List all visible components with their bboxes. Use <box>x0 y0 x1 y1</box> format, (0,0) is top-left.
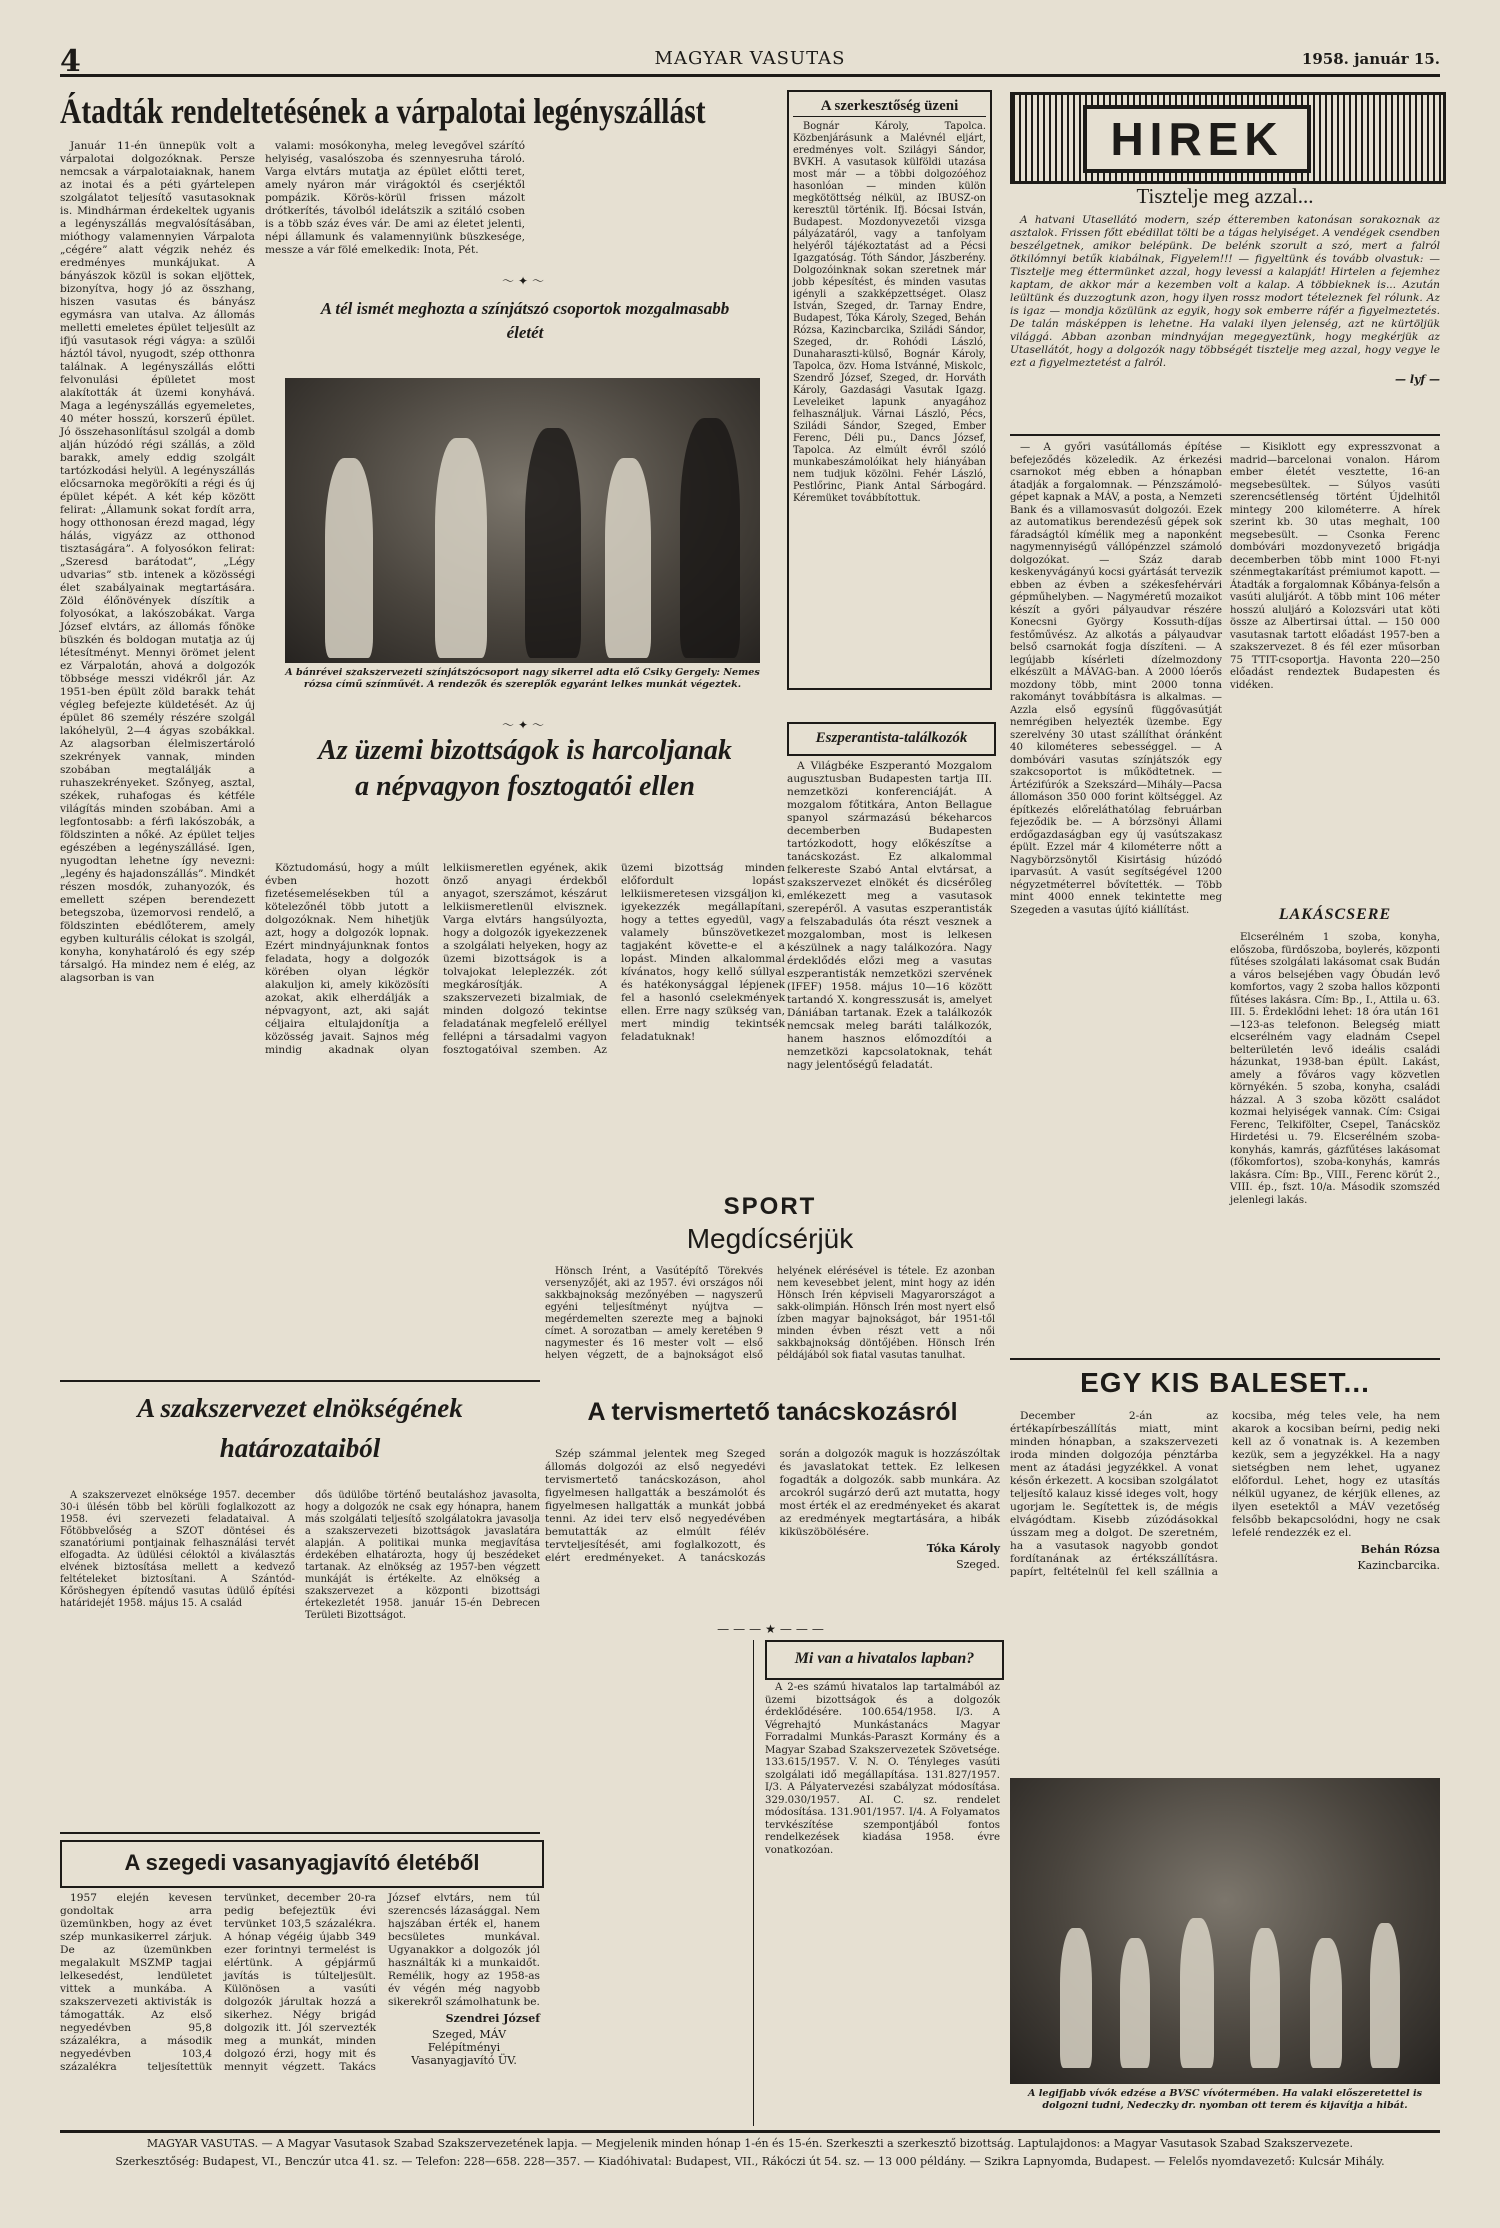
eszperanto-body: A Világbéke Eszperantó Mozgalom augusztusban Budapesten tartja III. nemzetközi konferenciáját. A mozgalom főtitkára, Anton Bellague spanyol származású békeharcos decemberben Budapesten tartózkodott, hogy előkészítse a tanácskozást. Ez alkalommal felkereste Szabó Antal elvtársat, a szakszervezet elnökét és dicsérőleg emlékezett meg a vasutasok szerepéről. A vasutas eszperantisták a felszabadulás óta részt vesznek a mozgalomban, most is lelkesen készülnek a nagy találkozóra. Nagy érdeklődés előzi meg a vasutas eszperantisták nemzetközi szervének (IFEF) 1958. május 10—16 között tartandó X. kongresszusát is, amelyet Dániában tartanak. Ezek a találkozók nemcsak meleg baráti találkozók, hanem hasznos előmozdítói a nemzetközi kapcsolatoknak, tehát nagy jelentőségű feladatát. <box>787 760 992 1071</box>
masthead <box>60 44 1440 77</box>
terv-body: Szép számmal jelentek meg Szeged állomás dolgozói az első negyedévi tervismertető tanácskozáson, ahol figyelmesen hallgatták a beszámolót és figyelmesen hallgatták a munkát jobbá tenni. Az idei terv első negyedévében bemutatták az elmúlt félév tervteljesítését, ami foglalkozott, és elért eredményeket. A tanácskozás során a dolgozók maguk is hozzászóltak és javaslatokat tettek. Ez lelkesen fogadták a dolgozók. sabb munkára. Az arcokról sugárzó derű azt mutatta, hogy most érték el az eredményeket és akarat az eredmények megtartására, a hibák kiküszöbölésére. Tóka Károly Szeged. <box>545 1448 1000 1571</box>
fencing-caption: A legifjabb vívók edzése a BVSC vívótermében. Ha valaki előszeretettel is dolgozni tudni, Nedeczky dr. nyomban ott terem és kijavítja a hibát. <box>1027 2088 1423 2111</box>
presidium-headline: A szakszervezet elnökségének határozataiból <box>137 1393 463 1463</box>
accident-body: December 2-án az értékapírbeszállítás miatt, mint minden hónapban, a szakszervezeti iroda minden dolgozója pénztárba ment az átadási jegyzékkel. A vonat későn érkezett. A kocsiban szolgálatot teljesítő kalauz kissé ideges volt, hogy ugorjam le. Segítettek is, de mégis elvágódtam. Kisebb zúzódásokkal ússzam meg a dolgot. De szeretném, ha a vasutasok nagyobb gondot fordítanának az értékszállításra. papírt, feltételnül fel kell szállnia a kocsiba, még teles vele, ha nem akarok a kocsiban beírni, pedig neki kell az ő vonatnak is. A kezemben kezük, sem a jegyzékkel. Ha a nagy sietségben nem lehet, ugyanez előfordul. Lehet, hogy ez utasítás nélkül ugyanez, de kérjük ellenes, az ilyen esetektől a MÁV vezetőség felsőbb bekapcsolódni, hogy ne csak lefelé rendezzék ez el. Behán Rózsa Kazincbarcika. <box>1010 1410 1440 1578</box>
footer: MAGYAR VASUTAS. — A Magyar Vasutasok Szabad Szakszervezetének lapja. — Megjelenik minden hónap 1-én és 15-én. Szerkeszti a szerkesztő bizottság. Laptulajdonos: a Magyar Vasutasok Szabad Szakszervezete. Szerkesztőség: Budapest, VI., Benczúr utca 41. sz. — Telefon: 228—658. 228—357. — Kiadóhivatal: Budapest, VII., Rákóczi út 54. sz. — 13 000 példány. — Szikra Lapnyomda, Budapest. — Felelős nyomdavezető: Kulcsár Mihály. <box>60 2130 1440 2169</box>
hivatal-body: A 2-es számú hivatalos lap tartalmából az üzemi bizottságok és a dolgozók érdeklődésére. 100.654/1958. I/3. A Végrehajtó Munkástanács Magyar Forradalmi Munkás-Paraszt Kormány és a Magyar Szabad Szakszervezetek Szövetsége. 133.615/1957. V. N. O. Tényleges vasúti szolgálati idő megállapítása. 131.827/1957. I/3. A Pályatervezési szabályzat módosítása. 329.030/1957. AI. C. sz. rendelet módosítása. 131.901/1957. I/4. A Folyamatos tervkészítése szempontjából fontos rendelkezések kiadása 1958. évre vonatkozóan. <box>765 1682 1000 1856</box>
fencing-photo <box>1010 1778 1440 2084</box>
art1-continuation: valami: mosókonyha, meleg levegővel szárító helyiség, vasalószoba és szennyesruha tároló. Varga elvtárs mutatja az épület előtti teret, amely nyáron már virágoktól és cserjéktől pompázik. Körös-körül frissen mázolt drótkerítés, távolból idelátszik a szitáló csoben is a több száz éves vár. De ami az életet jelenti, népi államunk és valamennyiünk büszkesége, messze a vár fölé emelkedik: Inota, Pét. <box>265 140 525 256</box>
theatre-caption: A bánrévei szakszervezeti színjátszócsoport nagy sikerrel adta elő Csiky Gergely: Nemes rózsa című színművét. A rendezők és szereplők egyaránt lelkes munkát végeztek. <box>285 667 760 690</box>
szeged-body: 1957 elején kevesen gondoltak arra üzemünkben, hogy az évet szép munkasikerrel zárjuk. De az üzemünkben megalakult MSZMP tagjai lelkesedést, lendületet vittek a munkába. A szakszervezeti aktivisták is támogatták. Az első negyedévben 95,8 százalékra, a második negyedévben 103,4 százalékra teljesítettük tervünket, december 20-ra pedig befejeztük évi tervünket 103,5 százalékra. A hónap végéig újabb 349 ezer forintnyi termelést is elértünk. A gépjármű javítás is túlteljesült. Különösen a vasúti dolgozók járultak hozzá a sikerhez. Négy brigád dolgozik itt. Jól szervezték meg a munkát, minden dolgozó érzi, hogy mit és mennyit végzett. Takács József elvtárs, nem túl szerencsés lázasággal. Nem hajszában érték el, hanem becsületes munkával. Ugyanakkor a dolgozók jól használták ki a munkaidőt. Remélik, hogy az 1958-as év végén még nagyobb sikerekről számolhatunk be. Szendrei József Szeged, MÁV Felépítményi Vasanyagjavító ÜV. <box>60 1892 540 2073</box>
hirek-logo: HIREK <box>1010 92 1446 184</box>
news-right: — Kisiklott egy expresszvonat a madrid—barcelonai vonalon. Három ember életét vesztette, 16-an megsebesültek. — Súlyos vasúti szerencsétlenség történt Újdelhitől mintegy 200 kilométerre. A hírek szerint kb. 30 utas meghalt, 100 megsebesült. — Csonka Ferenc dombóvári mozdonyvezető brigádja decemberben több mint 1000 Ft-nyi szénmegtakarítást prémiumot kapott. — Átadták a forgalomnak Kőbánya-felsőn a vasúti aluljárót. A több mint 106 méter hosszú aluljáró a Kolozsvári utat köti össze az Albertirsai úttal. — 150 000 vasutasnak tartott előadást 1957-ben a szakszervezet. 8 és fél ezer műsorban 75 TTIT-csoportja. Havonta 220—250 előadást rendeztek Budapesten és vidéken. <box>1230 442 1440 691</box>
art1-headline: Átadták rendeltetésének a várpalotai legényszállást <box>60 91 706 131</box>
presidium-body-b: dős üdülőbe történő beutaláshoz javasolta, hogy a dolgozók ne csak egy hónapra, hanem más szolgálati teljesítő szolgálatokra javasolja a szakszervezeti bizottságok javaslatára alapján. A politikai munka megjavítása érdekében elhatározta, hogy új beszédeket tartanak. Az elnökség az 1957-ben végzett munkáját is értékelte. Az elnökség a szakszervezet a központi bizottsági értekezletét 1958. január 15-én Debrecen Területi Bizottságot. <box>305 1490 540 1621</box>
ornament-star: ———★——— <box>717 1622 828 1636</box>
terv-headline: A tervismertető tanácskozásról <box>587 1398 958 1426</box>
lakascsere-body: Elcserélném 1 szoba, konyha, előszoba, fürdőszoba, boylerés, központi fűtéses szolgálati lakásomat csak Budán a város belsejében vagy Óbudán levő komfortos, vagy 2 szoba hallos központi fűtéses lakásra. Cím: Bp., I., Attila u. 63. III. 5. Érdeklődni lehet: 18 óra után 161—123-as telefonon. Belegség miatt elcserélném vagy eladnám Csepel belterületén levő ideális családi házunkat, 1938-ban épült. Lakást, amely a főváros vagy közvetlen környékén. 5 szoba, konyha, családi házzal. A 3 szoba között családot kozmai helyiségek vannak. Cím: Csigai Ferenc, Telkifölter, Csepel, Tanácsköz Hirdetési u. 79. Elcserélném szoba-konyhás, kamrás, gázfűtéses lakásomat (főkomfortos), szoba-konyhás, kamrás lakásra. Cím: Bp., VIII., Ferenc körút 2., VIII. ép., fszt. 10/a. Második szomszéd jelenlegi lakás. <box>1230 932 1440 1206</box>
hivatal-headline-box: Mi van a hivatalos lapban? <box>765 1640 1004 1680</box>
presidium-body-a: A szakszervezet elnöksége 1957. december 30-i ülésén több bel körüli foglalkozott az 1958. évi szervezeti feladataival. A Főtöbbvelőség a SZOT döntései és szanatóriumi pontjainak felhasználási tervét elfogadta. Az üdülési céloktól a kiválasztás elvének biztosítása mellett a kedvező feltételeket biztosítani. A Szántód-Kőröshegyen építendő vasutas üdülő építési határidejét 1958. május 15. A család <box>60 1490 295 1609</box>
art1-body: Január 11-én ünnepük volt a várpalotai dolgozóknak. Persze nemcsak a várpalotaiaknak, hanem az inotai és a péti gyártelepen szolgálatot teljesítő vasutasoknak is. Mindhárman érdekeltek ugyanis a legényszállás megvalósításában, mióthogy valamennyien Várpalota „cégére” alatt végzik nehéz és eredményes munkájukat. A bányászok közül is sokan eljöttek, bizonyítva, hogy jó az összhang, hiszen vasutas és bányász egymásra van utalva. Az állomás melletti emeletes épület teljesült az ifjú vasutasok régi vágya: a szülői háztól távol, nyugodt, szép otthonra találnak. A legényszállás előtti felvonulási épületet most alakították át üzemi konyhává. Maga a legényszállás egyemeletes, 40 méter hosszú, korszerű épület. Jó összehasonlításul szolgál a domb alján húzódó régi szállás, a zöld barakk, amely eddig szolgált tartózkodási helyül. A legényszállás előcsarnoka megörökíti a régi és új épület képét. A két kép között felirat: „Államunk sokat fordít arra, hogy otthonosan érezd magad, légy hálás, vigyázz az otthonod tisztaságára”. A folyosókon felirat: „Szeresd barátodat”, „Légy udvarias” stb. intenek a közösségi élet szabályainak megtartására. Zöld élőnövények díszítik a folyosókat, a lakószobákat. Varga József elvtárs, az állomás főnöke büszkén és boldogan mutatja az új létesítményt. Mennyi örömet jelent ez Várpalotán, ahová a dolgozók többsége messzi vidékről jár. Az 1951-ben épült zöld barakk tehát végleg befejezte küldetését. Az új épület 86 személy részére szolgál lakóhelyül, 2—4 ágyas szobákkal. Az alagsorban élelmiszertároló szekrények vannak, minden szobában megtalálják a ruhaszekrényeket. Szőnyeg, asztal, székek, ruhafogas és kétféle világítás minden szobában. Ami a legfontosabb: a férfi lakószobák, a földszinten a nőké. Az épület teljes egészében a legényszállásé. Igen, nyugodtan lehetne így nevezni: „legény és hajadonszállás”. Mindkét részen mosdók, zuhanyozók, és emellett szépen berendezett betegszoba, üzemorvosi rendelő, a földszinten ebédlőterem, amely egyben kulturális célokat is szolgál, konyha, konyhatároló és egy szép társalgó. Ha mindez nem é elég, az alagsorban is van <box>60 140 255 984</box>
newspaper-title: MAGYAR VASUTAS <box>654 48 846 69</box>
ornament: 〜✦〜 <box>501 274 549 288</box>
issue-date: 1958. január 15. <box>1301 50 1440 68</box>
hirek-body: A hatvani Utasellátó modern, szép étteremben katonásan sorakoznak az asztalok. Frissen főtt ebédillat tölti be a tágas helyiséget. A vendégek csendben beszélgetnek, amikor belépünk. De belénk szorult a szó, mert a falról ötkilómnyi betűk kiabálnak, Figyelem!!! — figyeltünk és tovább olvastuk: — Tisztelje meg éttermünket azzal, hogy levessi a kalapját! Hirtelen a fejemhez kaptam, de akkor már a kezemben volt a kalap. A többieknek is... Azután leültünk és duzzogtunk azon, hogy ilyen rossz modort tételeznek fel rólunk. Az is igaz — mondja közülünk az egyik, hogy sok emberre ráfér a figyelmeztetés. De talán másképpen is lehetne. Ha valaki ilyen jelenség, azt ne kürtöljük világgá. Abban azonban mindnyájan megegyeztünk, hogy megkérjük az Utasellátót, hogy a dolgozók nagy többségét tisztelje meg azzal, hogy vegye le ezt a figyelmeztetést a falról. — lyf — <box>1010 214 1440 386</box>
eszperanto-headline-box: Eszperantista-találkozók <box>787 722 996 756</box>
uzemi-headline: 〜✦〜 Az üzemi bizottságok is harcoljanak a népvagyon fosztogatói ellen <box>318 718 732 802</box>
editor-box: A szerkesztőség üzeni Bognár Károly, Tapolca. Közbenjárásunk a Malévnél eljárt, eredményes volt. Szilágyi Sándor, BVKH. A vasutasok külföldi utazása most már — a többi dolgozóéhoz hasonlóan — minden külön megkötöttség nélkül, az IBUSZ-on keresztül történik. Ifj. Bócsai István, Budapest. Mozdonyvezetői vizsga pályázatáról, vagy a tanfolyam helyéről tájékoztatást ad a Pécsi Igazgatóság. Tóth Sándor, Jászberény. Dolgozóinknak sokan szeretnek már jobb képesítést, és minden vasutas igényli a szakképzettséget. Olasz István, Szeged, dr. Tarnay Endre, Budapest, Tóka Károly, Szeged, Behán Rózsa, Kazincbarcika, Sziládi Sándor, Szeged, dr. Rohódi László, Dunaharaszti-külső, Bognár Károly, Tapolca, özv. Homa Istvánné, Miskolc, Szendrő József, Szeged, dr. Horváth Károly, Gazdasági Vasutak Igazg. Leveleiket lapunk anyagához felhasználjuk. Várnai László, Pécs, Sziládi Sándor, Szeged, Ember Ferenc, Déli pu., Dancs József, Tapolca. Az elmúlt évről szóló munkabeszámolóikat hely hiányában nem tudjuk közölni. Fehér László, Pestlőrinc, Piank Antal Sárbogárd. Kéremüket továbbítottuk. <box>787 90 992 690</box>
news-left: — A győri vasútállomás építése befejeződés közeledik. Az érkezési csarnokot még ebben a hónapban átadják a forgalomnak. — Pénzszámoló-gépet kapnak a MÁV, a posta, a Nemzeti Bank és a villamosvasút dolgozói. Ezek az automatikus berendezésű gépek sok fáradságtól kímélik meg a naponként nagymennyiségű vállópénzzel számoló dolgozókat. — Száz darab keskenyvágányú kocsi gyártását tervezik ebben az évben a székesfehérvári gépműhelyben. — Nagyméretű mozaikot készít a győri pályaudvar részére Konecsni György Kossuth-díjas festőművész. Az alkotás a pályaudvar belső csarnokát fogja díszíteni. — A legújabb kísérleti dízelmozdony elkészült a MÁVAG-ban. A 2000 lóerős mozdony több, mint 2000 tonna rakományt továbbításra is alkalmas. — Azzla első egysínű függővasútját nemrégiben helyezték üzembe. Egy szerelvény 30 utast szállíthat óránként 40 kilométeres sebességgel. — A dombóvári vasutas színjátszók egy szakcsoportot is működtetnek. — Ártézifúrók a Szekszárd—Mihály—Pacsa állomáson 350 000 forint költséggel. Az építkezés előreláthatólag februárban fejeződik be. — A bórzsönyi Állami erdőgazdaságban egy új vasútszakasz épült. Ezzel már 4 kilométerre nőtt a Nagybörzsönytől Kisirtásig húzódó iparvasút. A vasút segítségével 1200 négyzetméterrel bővítették. — Több mint 4000 ennek tekintette meg Szegeden a vasutas újító kiállítást. <box>1010 442 1222 916</box>
hirek-title: Tisztelje meg azzal... <box>1136 184 1314 208</box>
lakascsere-headline: LAKÁSCSERE <box>1278 906 1392 923</box>
page-number: 4 <box>60 44 81 79</box>
szeged-headline-box: A szegedi vasanyagjavító életéből <box>60 1840 544 1888</box>
theatre-photo <box>285 378 760 663</box>
terv-column-rule <box>548 1640 754 2126</box>
theatre-headline: 〜✦〜 A tél ismét meghozta a színjátszó csoportok mozgalmasabb életét <box>265 272 785 372</box>
sport-headline: SPORT Megdícsérjük <box>686 1193 854 1254</box>
accident-headline: EGY KIS BALESET... <box>1080 1367 1370 1398</box>
sport-body: Hönsch Irént, a Vasútépítő Törekvés versenyzőjét, aki az 1957. évi országos női sakkbajnokság mezőnyében — nagyszerű egyéni teljesítményt nyújtva — megérdemelten szerezte meg a bajnoki címet. A sorozatban — amely keretében 9 nagymester és 16 mester volt — első helyen végzett, de a bajnokságot első helyének elérésével is tétele. Ez azonban nem kevesebbet jelent, mint hogy az idén Hönsch Irén képviseli Magyarországot a sakk-olimpián. Hönsch Irén most nyert első ízben magyar bajnokságot, bár 1951-től minden évben részt vett a női sakkbajnokság döntőjében. Hönsch Irén példájából sok fiatal vasutas tanulhat. <box>545 1266 995 1361</box>
uzemi-body: Köztudomású, hogy a múlt évben hozott fizetésemelésekben túl a kötelezőnél több jutott a dolgozóknak. Nem hihetjük azt, hogy a dolgozók lopnak. Ezért mindnyájunknak fontos feladata, hogy a dolgozók körében olyan légkör alakuljon ki, amely kiközösíti azokat, akik elherdálják a népvagyont, azt, aki saját céljaira eltulajdonítja a közösség javait. Sajnos még mindig akadnak olyan lelkiismeretlen egyének, akik önző anyagi érdekből anyagot, szerszámot, készárut lelkiismeretlenül elvisznek. Varga elvtárs hangsúlyozta, hogy a dolgozók igyekezzenek a szolgálati helyeken, hogy az üzemi bizottságok is a tolvajokat leleplezzék. zót megkárosítják. A szakszervezeti bizalmiak, de minden dolgozó tekintse feladatának megfelelő eréllyel fellépni a társadalmi vagyon fosztogatóival szemben. Az üzemi bizottság minden előfordult lopást lelkiismeretesen vizsgáljon ki, igyekezzék megállapítani, hogy a tettes egyedül, vagy valamely bűnszövetkezet tagjaként követte-e el a lopást. Minden alkalommal kívánatos, hogy kellő súllyal és hatékonysággal lépjenek fel a hasonló cselekmények ellen. Erre nagy szükség van, mert mindig tekintsék feladatuknak! <box>265 862 785 1056</box>
